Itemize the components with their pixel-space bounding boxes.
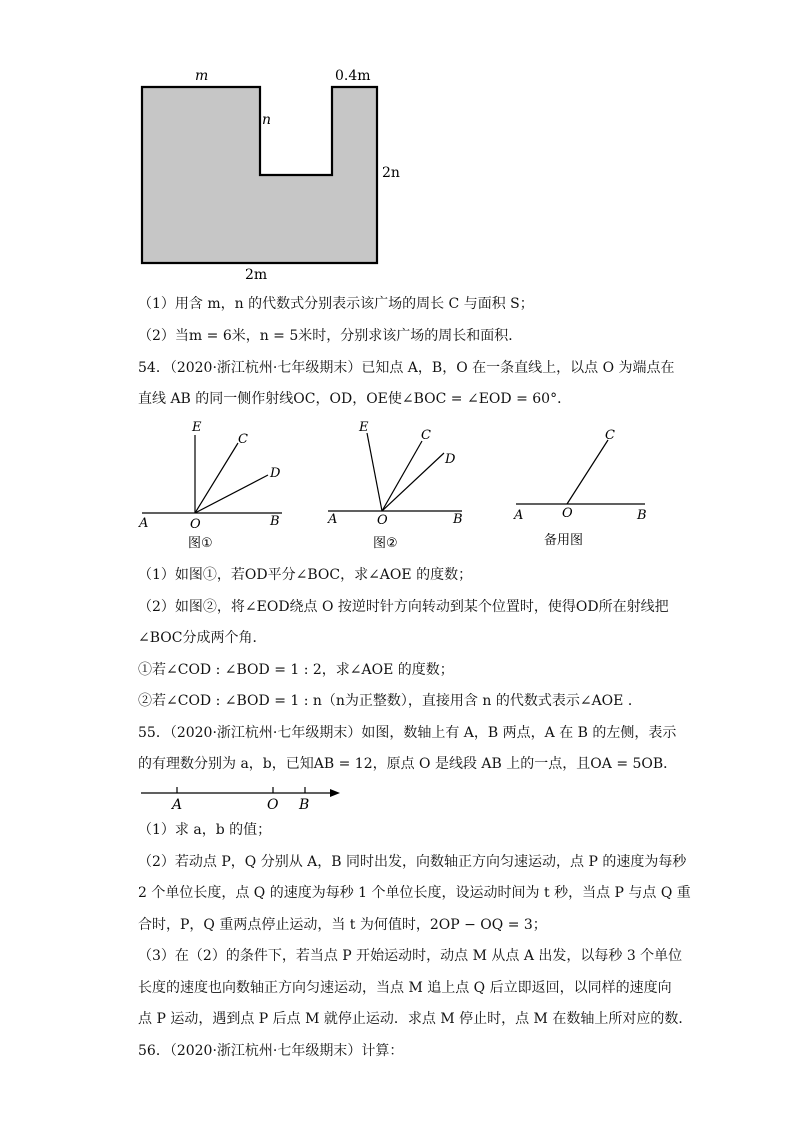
angle-figure-spare [508, 415, 658, 555]
q55-stem-line2: 的有理数分别为 a，b，已知AB = 12，原点 O 是线段 AB 上的一点，且OA = 5OB． [138, 756, 678, 772]
label-axis-A: A [172, 797, 183, 812]
ray-OC-3 [567, 440, 608, 504]
ray-OD-1 [195, 475, 268, 513]
q54-sub1: ①若∠COD : ∠BOD = 1 : 2，求∠AOE 的度数； [138, 662, 454, 678]
label-D-2: D [445, 452, 456, 467]
q54-part2-line2: ∠BOC分成两个角． [138, 630, 267, 646]
q55-part3-line1: （3）在（2）的条件下，若当点 P 开始运动时，动点 M 从点 A 出发，以每秒 3 个单位 [138, 948, 683, 964]
number-line [135, 780, 350, 812]
label-axis-O: O [267, 797, 279, 812]
caption-fig1: 图① [188, 536, 213, 551]
label-2m: 2m [245, 267, 268, 283]
label-O-1: O [190, 517, 201, 532]
q54-part2-line1: （2）如图②，将∠EOD绕点 O 按逆时针方向转动到某个位置时，使得OD所在射线把 [138, 599, 669, 615]
axis-arrow-icon [330, 789, 340, 797]
ray-OD-2 [382, 453, 444, 511]
label-E-2: E [359, 420, 369, 435]
label-B-3: B [637, 508, 647, 523]
label-A-1: A [139, 516, 149, 531]
ray-OE-2 [367, 433, 382, 511]
label-A-2: A [328, 512, 338, 527]
q53-part2: （2）当m = 6米，n = 5米时，分别求该广场的周长和面积． [138, 328, 523, 344]
label-C-3: C [605, 428, 615, 443]
label-E-1: E [192, 420, 202, 435]
label-axis-B: B [299, 797, 310, 812]
q55-part3-line2: 长度的速度也向数轴正方向匀速运动，当点 M 追上点 Q 后立即返回，以同样的速度向 [138, 980, 672, 996]
q54-stem-line1: 54．（2020·浙江杭州·七年级期末）已知点 A，B，O 在一条直线上，以点 O 为端点在 [138, 360, 675, 376]
q54-part1: （1）如图①，若OD平分∠BOC，求∠AOE 的度数； [138, 567, 473, 583]
q55-part2-line2: 2 个单位长度，点 Q 的速度为每秒 1 个单位长度，设运动时间为 t 秒，当点 P 与点 Q 重 [138, 885, 691, 901]
label-B-1: B [270, 514, 280, 529]
angle-figure-2 [325, 415, 475, 555]
label-n: n [262, 112, 272, 128]
q54-sub2: ②若∠COD : ∠BOD = 1 : n（n为正整数），直接用含 n 的代数式表示∠AOE ． [138, 693, 642, 709]
plaza-figure [125, 60, 415, 285]
q56-stem: 56．（2020·浙江杭州·七年级期末）计算： [138, 1043, 404, 1059]
label-m: m [195, 68, 209, 84]
label-B-2: B [453, 512, 463, 527]
label-D-1: D [270, 466, 281, 481]
q55-part1: （1）求 a，b 的值； [138, 822, 272, 838]
ray-OC-2 [382, 441, 422, 511]
caption-fig-spare: 备用图 [544, 533, 584, 548]
label-A-3: A [514, 508, 524, 523]
label-C-1: C [238, 432, 248, 447]
label-O-2: O [377, 513, 388, 528]
q55-part2-line3: 合时，P，Q 重两点停止运动，当 t 为何值时，2OP − OQ = 3； [138, 917, 547, 933]
angle-figure-1 [130, 415, 295, 555]
label-O-3: O [562, 506, 573, 521]
plaza-shape [142, 87, 377, 263]
label-2n: 2n [382, 165, 400, 181]
q55-part3-line3: 点 P 运动，遇到点 P 后点 M 就停止运动．求点 M 停止时，点 M 在数轴上所对应的数． [138, 1011, 693, 1027]
label-C-2: C [421, 428, 431, 443]
q55-stem-line1: 55．（2020·浙江杭州·七年级期末）如图，数轴上有 A，B 两点，A 在 B 的左侧，表示 [138, 725, 677, 741]
q55-part2-line1: （2）若动点 P，Q 分别从 A，B 同时出发，向数轴正方向匀速运动，点 P 的速度为每秒 [138, 854, 687, 870]
q54-stem-line2: 直线 AB 的同一侧作射线OC，OD，OE使∠BOC = ∠EOD = 60°． [138, 391, 572, 407]
q53-part1: （1）用含 m，n 的代数式分别表示该广场的周长 C 与面积 S； [138, 296, 534, 312]
ray-OC-1 [195, 443, 238, 513]
caption-fig2: 图② [373, 536, 398, 551]
label-0.4m: 0.4m [335, 68, 371, 84]
